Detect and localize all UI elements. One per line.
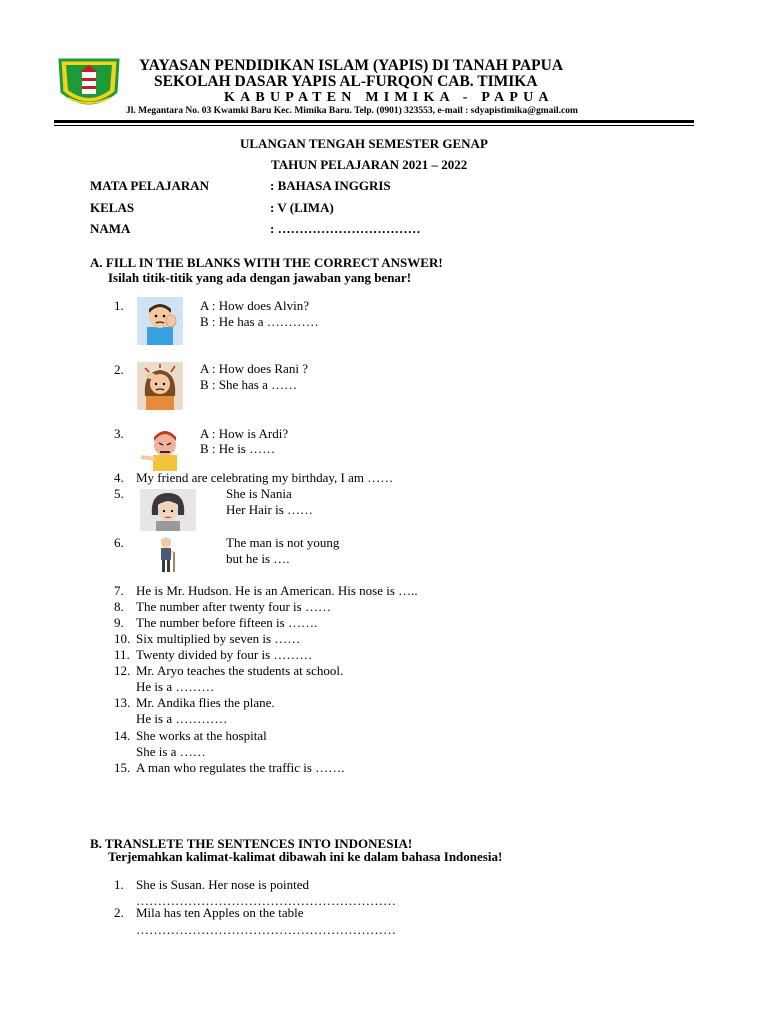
answer-line[interactable]: B : He has a …………: [200, 314, 319, 329]
header-rule-thin: [54, 125, 694, 126]
question-number: 2.: [114, 905, 124, 920]
question-number: 5.: [114, 486, 124, 501]
regency-name: KABUPATEN MIMIKA - PAPUA: [224, 90, 554, 105]
field-value-class: : V (LIMA): [270, 200, 334, 215]
field-label-name: NAMA: [90, 221, 131, 236]
school-logo-icon: [56, 56, 122, 112]
question-line[interactable]: My friend are celebrating my birthday, I am ……: [136, 470, 394, 485]
exam-year: TAHUN PELAJARAN 2021 – 2022: [271, 157, 468, 172]
girl-short-hair-icon: [140, 489, 196, 531]
question-line[interactable]: Six multiplied by seven is ……: [136, 631, 301, 646]
boy-toothache-icon: [137, 297, 183, 345]
section-b-subtitle: Terjemahkan kalimat-kalimat dibawah ini ke dalam bahasa Indonesia!: [108, 849, 503, 864]
question-number: 15.: [114, 760, 131, 775]
question-line[interactable]: He is Mr. Hudson. He is an American. His nose is …..: [136, 583, 418, 598]
answer-line[interactable]: Her Hair is ……: [226, 502, 314, 517]
field-label-class: KELAS: [90, 200, 135, 215]
answer-line[interactable]: He is a ………: [136, 679, 215, 694]
question-line[interactable]: The number before fifteen is …….: [136, 615, 318, 630]
answer-line[interactable]: B : She has a ……: [200, 377, 298, 392]
question-number: 10.: [114, 631, 131, 646]
field-value-subject: : BAHASA INGGRIS: [270, 178, 391, 193]
question-line: A : How does Rani ?: [200, 361, 308, 376]
exam-title: ULANGAN TENGAH SEMESTER GENAP: [240, 136, 488, 151]
answer-line[interactable]: She is a ……: [136, 744, 206, 759]
question-number: 3.: [114, 426, 124, 441]
question-line: Mr. Andika flies the plane.: [136, 695, 275, 710]
foundation-name: YAYASAN PENDIDIKAN ISLAM (YAPIS) DI TANAH PAPUA: [139, 57, 564, 74]
answer-line[interactable]: B : He is ……: [200, 441, 276, 456]
old-man-icon: [152, 536, 182, 574]
question-number: 1.: [114, 877, 124, 892]
question-line: She is Susan. Her nose is pointed: [136, 877, 309, 892]
question-line[interactable]: A man who regulates the traffic is …….: [136, 760, 345, 775]
question-number: 14.: [114, 728, 131, 743]
section-a-title: A. FILL IN THE BLANKS WITH THE CORRECT ANSWER!: [90, 255, 443, 270]
question-number: 11.: [114, 647, 130, 662]
question-line: She works at the hospital: [136, 728, 267, 743]
school-address: Jl. Megantara No. 03 Kwamki Baru Kec. Mimika Baru. Telp. (0901) 323553, e-mail : sdyapistimika@gmail.com: [126, 106, 578, 116]
field-label-subject: MATA PELAJARAN: [90, 178, 210, 193]
angry-boy-icon: [139, 427, 189, 471]
question-line: A : How does Alvin?: [200, 298, 310, 313]
school-name: SEKOLAH DASAR YAPIS AL-FURQON CAB. TIMIKA: [154, 73, 538, 90]
question-number: 7.: [114, 583, 124, 598]
answer-line[interactable]: He is a …………: [136, 711, 228, 726]
answer-line[interactable]: ……………………………………………………: [136, 893, 396, 908]
field-value-name[interactable]: : ……………………………: [270, 221, 421, 236]
question-line: She is Nania: [226, 486, 292, 501]
question-line[interactable]: The number after twenty four is ……: [136, 599, 331, 614]
question-line: Mr. Aryo teaches the students at school.: [136, 663, 344, 678]
question-number: 13.: [114, 695, 131, 710]
question-line: A : How is Ardi?: [200, 426, 289, 441]
question-number: 4.: [114, 470, 124, 485]
question-number: 9.: [114, 615, 124, 630]
question-number: 6.: [114, 535, 124, 550]
question-number: 12.: [114, 663, 131, 678]
question-number: 2.: [114, 362, 124, 377]
question-line[interactable]: Twenty divided by four is ………: [136, 647, 313, 662]
answer-line[interactable]: ……………………………………………………: [136, 922, 396, 937]
question-line: Mila has ten Apples on the table: [136, 905, 304, 920]
girl-headache-icon: [137, 362, 183, 410]
question-number: 1.: [114, 298, 124, 313]
answer-line[interactable]: but he is ….: [226, 551, 290, 566]
question-number: 8.: [114, 599, 124, 614]
header-rule: [54, 120, 694, 123]
question-line: The man is not young: [226, 535, 340, 550]
section-b-title: B. TRANSLETE THE SENTENCES INTO INDONESIA!: [90, 836, 413, 851]
section-a-subtitle: Isilah titik-titik yang ada dengan jawaban yang benar!: [108, 270, 412, 285]
